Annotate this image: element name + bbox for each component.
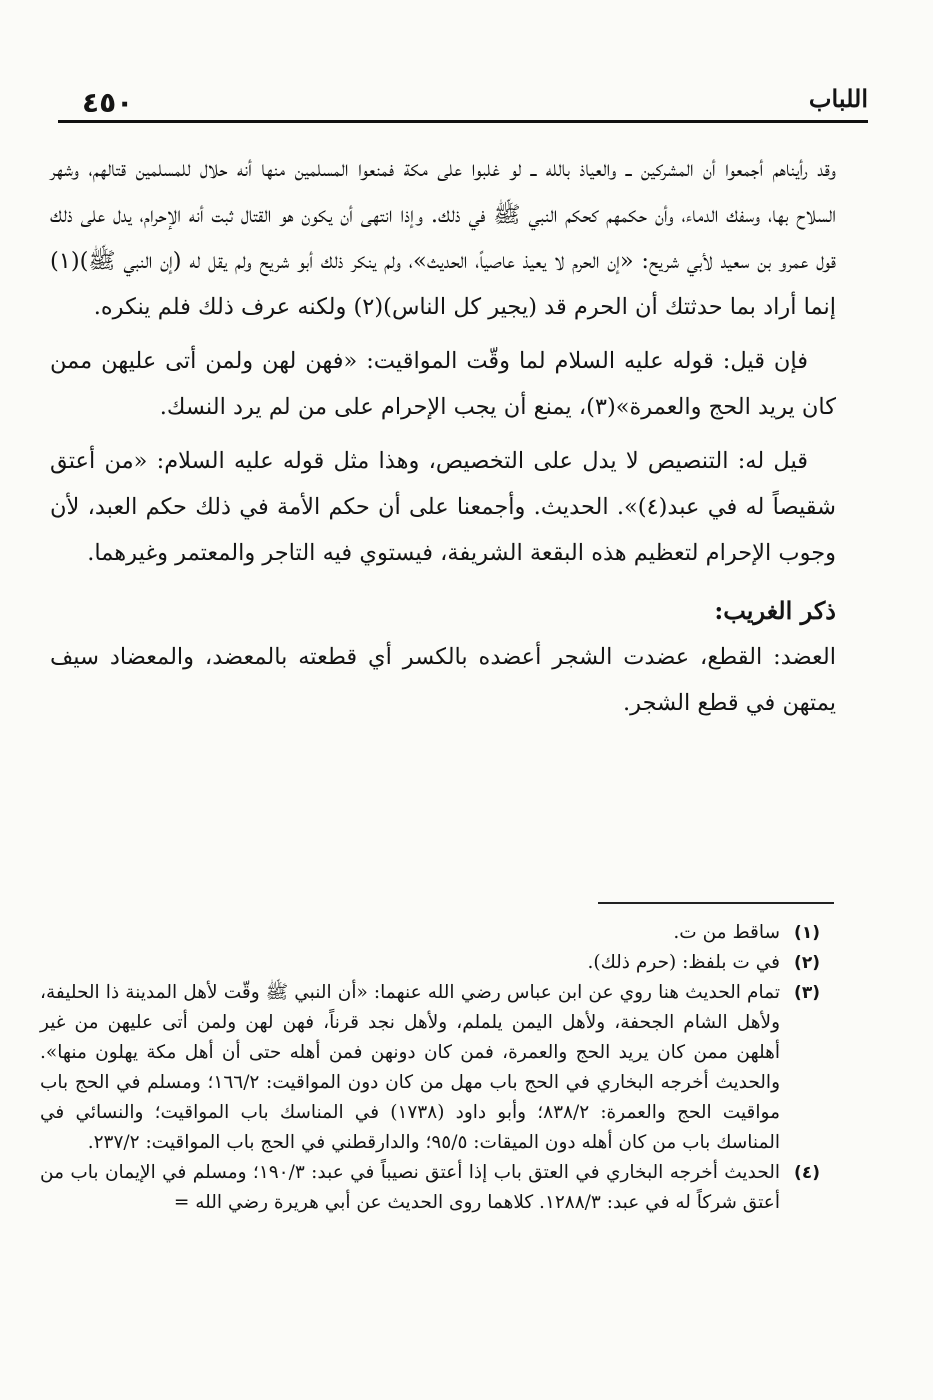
paragraph-3: قيل له: التنصيص لا يدل على التخصيص، وهذا مثل قوله عليه السلام: «من أعتق شقيصاً له في عبد(٤)». الحديث. وأجمعنا على أن حكم الأمة في ذلك حكم العبد، لأن وجوب الإحرام لتعظيم هذه البقعة الشريفة، فيستوي فيه التاجر والمعتمر وغيرهما. <box>50 448 836 566</box>
footnote-number: (٣) <box>794 983 820 1003</box>
footnote-text: تمام الحديث هنا روي عن ابن عباس رضي الله عنهما: «أن النبي ﷺ وقّت لأهل المدينة ذا الحليفة، ولأهل الشام الجحفة، ولأهل اليمن يلملم، ولأهل نجد قرناً، فهن لهن ولمن أتى عليهن من غير أهلهن ممن كان يريد الحج والعمرة، فمن كان دونهن فمن أهله حتى أن أهل مكة يهلون منها». والحديث أخرجه البخاري في الحج باب مهل من كان دون المواقيت: ١٦٦/٢؛ ومسلم في الحج باب مواقيت الحج والعمرة: ٨٣٨/٢؛ وأبو داود (١٧٣٨) في المناسك باب المواقيت؛ والنسائي في المناسك باب من كان أهله دون الميقات: ٩٥/٥؛ والدارقطني في الحج باب المواقيت: ٢٣٧/٢. <box>40 982 781 1153</box>
page-header <box>58 82 868 118</box>
footnote-4 <box>40 1158 820 1218</box>
footnote-divider <box>598 902 834 904</box>
paragraph-2: فإن قيل: قوله عليه السلام لما وقّت المواقيت: «فهن لهن ولمن أتى عليهن ممن كان يريد الحج والعمرة»(٣)، يمنع أن يجب الإحرام على من لم يرد النسك. <box>50 348 836 420</box>
footnote-number: (٢) <box>794 953 820 973</box>
footnote-text: الحديث أخرجه البخاري في العتق باب إذا أعتق نصيباً في عبد: ١٩٠/٣؛ ومسلم في الإيمان باب من أعتق شركاً له في عبد: ١٢٨٨/٣. كلاهما روى الحديث عن أبي هريرة رضي الله = <box>40 1162 780 1213</box>
footnote-1 <box>40 918 820 948</box>
footnote-number: (١) <box>794 923 820 943</box>
footnote-2 <box>40 948 820 978</box>
footnote-3 <box>40 978 820 1158</box>
paragraph-1: وقد رأيناهم أجمعوا أن المشركين ــ والعياذ بالله ــ لو غلبوا على مكة فمنعوا المسلمين منها أنه حلال للمسلمين قتالهم، وشهر السلاح بها، وسفك الدماء، وأن حكمهم كحكم النبي ﷺ في ذلك. وإذا انتهى أن يكون هو القتال ثبت أنه الإحرام، يدل على ذلك قول عمرو بن سعيد لأبي شريح: «إن الحرم لا يعيذ عاصياً، الحديث»، ولم ينكر ذلك أبو شريح ولم يقل له (إن النبي ﷺ)(١) إنما أراد بما حدثتك أن الحرم قد (يجير كل الناس)(٢) ولكنه عرف ذلك فلم ينكره. <box>50 156 836 320</box>
footnote-text: في ت بلفظ: (حرم ذلك). <box>587 952 780 973</box>
main-text <box>50 146 836 726</box>
gharib-heading: ذكر الغريب: <box>714 596 836 625</box>
header-divider <box>58 120 868 123</box>
running-title: اللباب <box>808 84 868 113</box>
footnote-text: ساقط من ت. <box>673 922 780 943</box>
footnotes <box>40 918 820 1218</box>
page-number: ٤٥٠ <box>82 86 134 119</box>
footnote-number: (٤) <box>794 1163 820 1183</box>
gharib-text: العضد: القطع، عضدت الشجر أعضده بالكسر أي قطعته بالمعضد، والمعضاد سيف يمتهن في قطع الشجر. <box>50 644 836 716</box>
